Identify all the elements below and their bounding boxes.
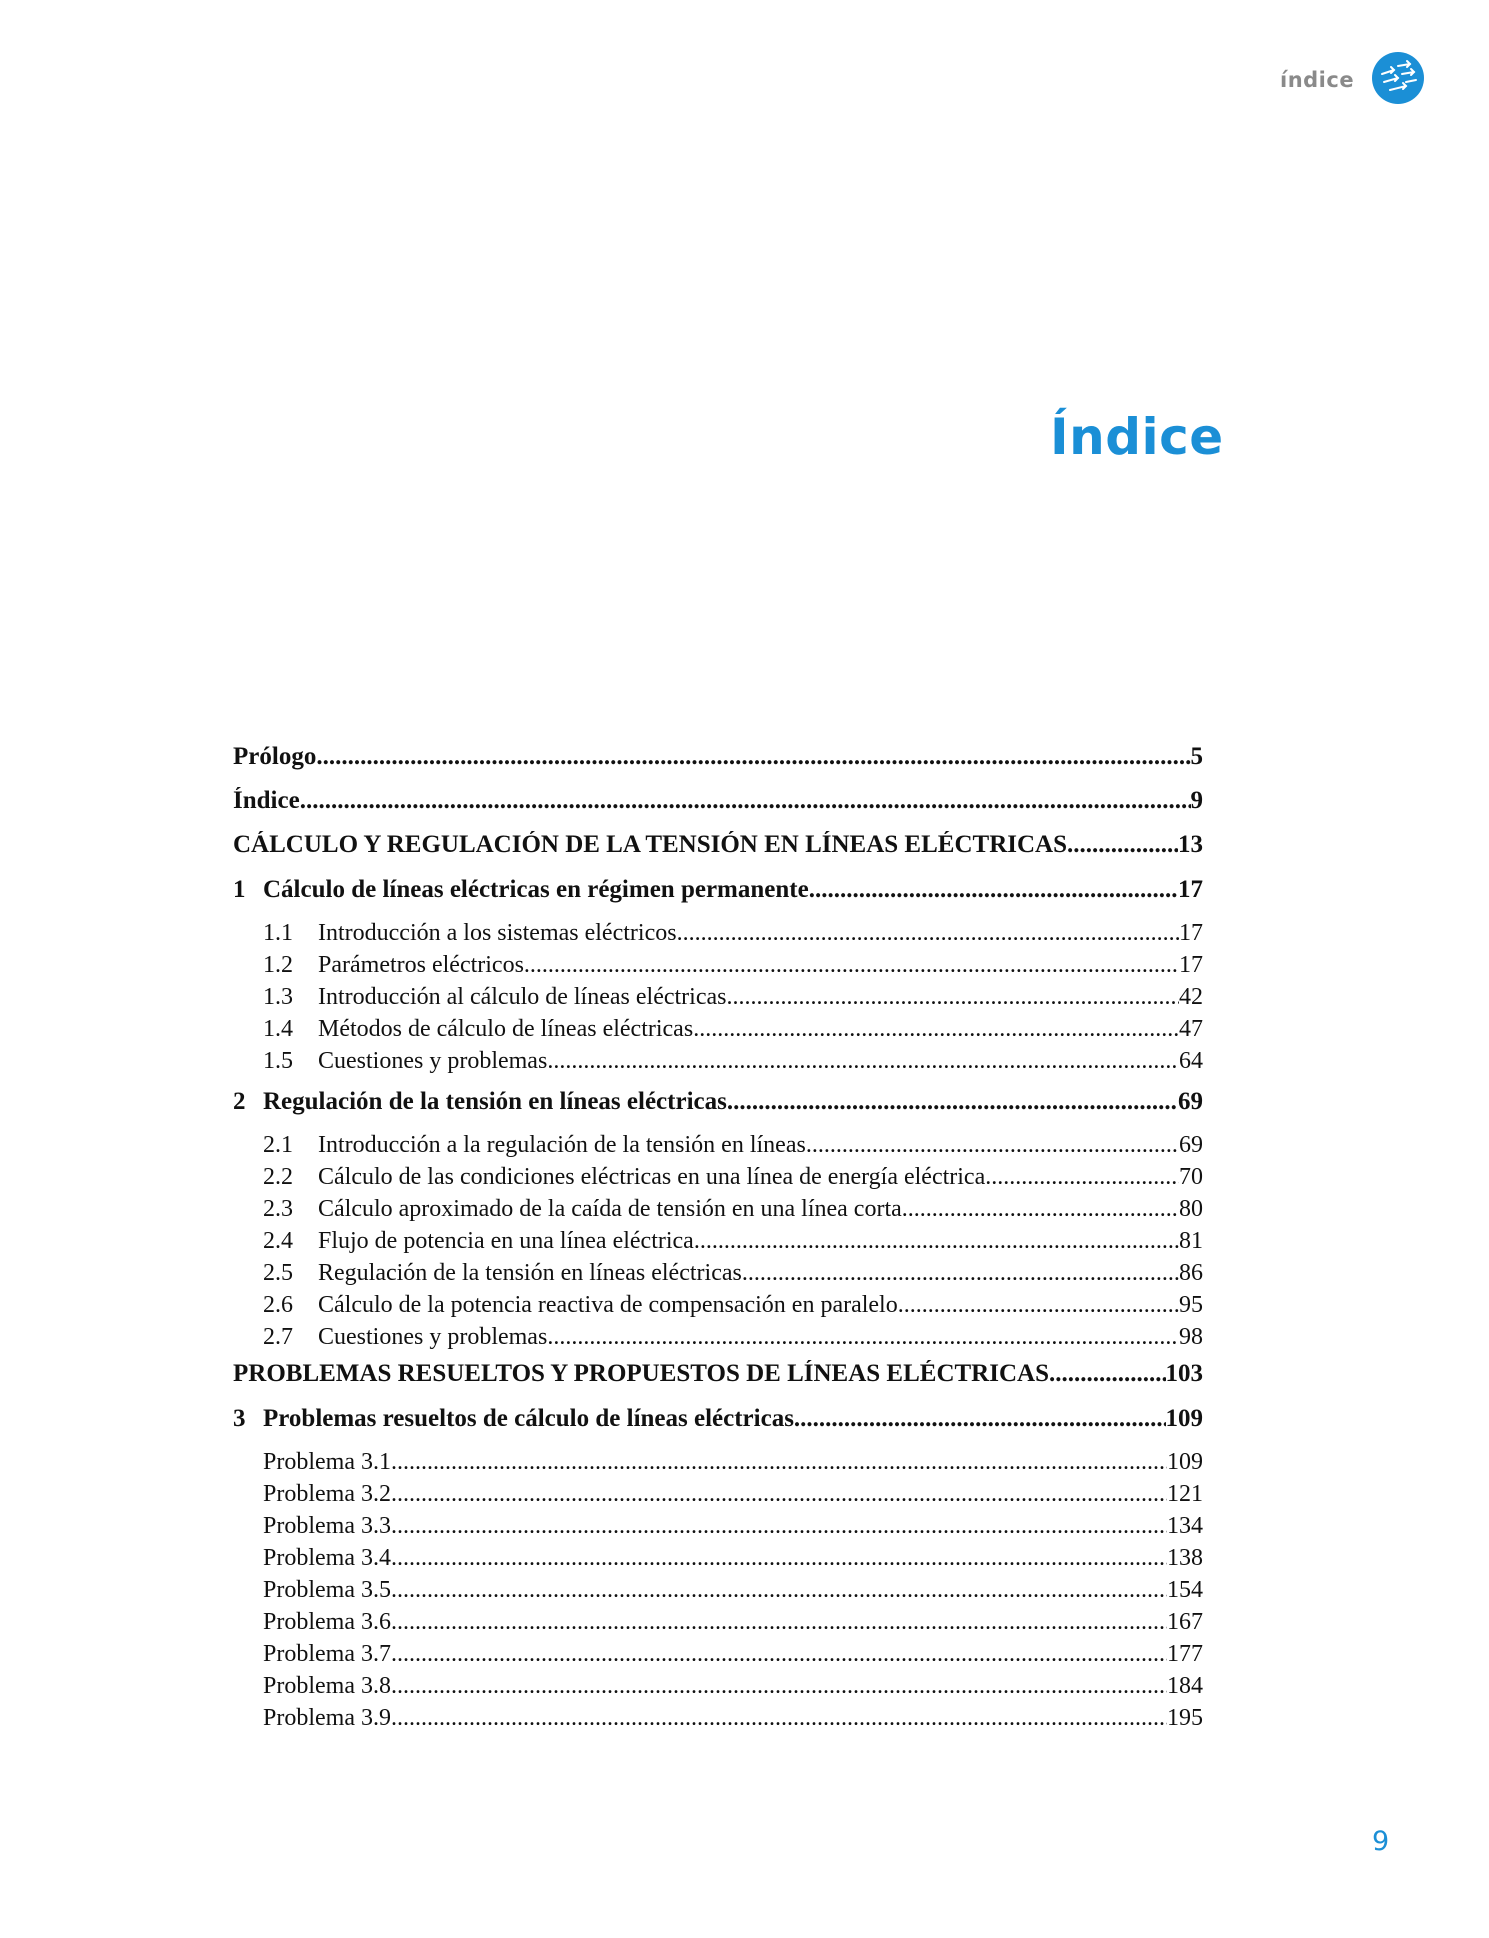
toc-section[interactable]: 2.2 Cálculo de las condiciones eléctricas en una línea de energía eléctrica ..... 70 (233, 1164, 1203, 1196)
page-number: 9 (1372, 1826, 1390, 1857)
toc-problem[interactable]: Problema 3.3 ..... 134 (233, 1513, 1203, 1545)
toc-section[interactable]: 2.6 Cálculo de la potencia reactiva de compensación en paralelo ..... 95 (233, 1292, 1203, 1324)
toc-section[interactable]: 2.5 Regulación de la tensión en líneas eléctricas ..... 86 (233, 1260, 1203, 1292)
toc-problem[interactable]: Problema 3.5 ..... 154 (233, 1577, 1203, 1609)
toc-problem[interactable]: Problema 3.2 ..... 121 (233, 1481, 1203, 1513)
toc-problem[interactable]: Problema 3.6 ..... 167 (233, 1609, 1203, 1641)
toc-section[interactable]: 1.3 Introducción al cálculo de líneas eléctricas ..... 42 (233, 984, 1203, 1016)
toc-section[interactable]: 1.5 Cuestiones y problemas ..... 64 (233, 1048, 1203, 1080)
index-logo-icon[interactable] (1372, 52, 1424, 104)
running-header-label: índice (1280, 68, 1355, 92)
page-title: Índice (1050, 408, 1224, 466)
toc-chapter-2[interactable]: 2 Regulación de la tensión en líneas eléctricas ..... 69 (233, 1088, 1203, 1132)
toc-section[interactable]: 2.7 Cuestiones y problemas ..... 98 (233, 1324, 1203, 1356)
toc-part-2[interactable]: PROBLEMAS RESUELTOS Y PROPUESTOS DE LÍNEAS ELÉCTRICAS ..... 103 (233, 1360, 1203, 1405)
toc-section[interactable]: 2.1 Introducción a la regulación de la tensión en líneas ..... 69 (233, 1132, 1203, 1164)
toc-problem[interactable]: Problema 3.8 ..... 184 (233, 1673, 1203, 1705)
toc-section[interactable]: 2.4 Flujo de potencia en una línea eléctrica ..... 81 (233, 1228, 1203, 1260)
toc-section[interactable]: 1.1 Introducción a los sistemas eléctricos ..... 17 (233, 920, 1203, 952)
toc-entry-indice[interactable]: Índice ..... 9 (233, 787, 1203, 831)
toc-section[interactable]: 1.4 Métodos de cálculo de líneas eléctricas ..... 47 (233, 1016, 1203, 1048)
toc-section[interactable]: 1.2 Parámetros eléctricos ..... 17 (233, 952, 1203, 984)
toc-problem[interactable]: Problema 3.9 ..... 195 (233, 1705, 1203, 1737)
toc-part-1[interactable]: CÁLCULO Y REGULACIÓN DE LA TENSIÓN EN LÍNEAS ELÉCTRICAS ..... 13 (233, 831, 1203, 876)
toc-section[interactable]: 2.3 Cálculo aproximado de la caída de tensión en una línea corta ..... 80 (233, 1196, 1203, 1228)
toc-problem[interactable]: Problema 3.1 ..... 109 (233, 1449, 1203, 1481)
toc-problem[interactable]: Problema 3.7 ..... 177 (233, 1641, 1203, 1673)
table-of-contents (233, 743, 1203, 1737)
toc-chapter-3[interactable]: 3 Problemas resueltos de cálculo de líneas eléctricas ..... 109 (233, 1405, 1203, 1449)
toc-chapter-1[interactable]: 1 Cálculo de líneas eléctricas en régimen permanente ..... 17 (233, 876, 1203, 920)
toc-problem[interactable]: Problema 3.4 ..... 138 (233, 1545, 1203, 1577)
toc-entry-prologo[interactable]: Prólogo ..... 5 (233, 743, 1203, 787)
